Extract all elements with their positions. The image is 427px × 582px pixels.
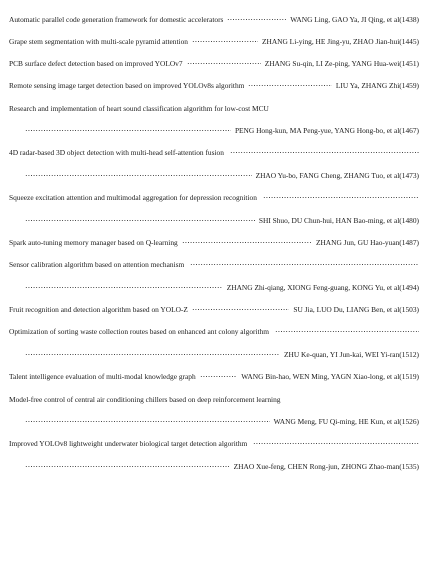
toc-entry <box>9 97 419 142</box>
dot-leader <box>25 175 252 176</box>
dot-leader <box>275 331 419 332</box>
dot-leader <box>230 152 419 153</box>
entry-title: Sensor calibration algorithm based on attention mechanism <box>9 260 185 270</box>
entry-title: Automatic parallel code generation framework for domestic accelerators <box>9 14 224 24</box>
entry-title: 4D radar-based 3D object detection with multi-head self-attention fusion <box>9 148 224 158</box>
entry-authors: SHI Shuo, DU Chun-hui, HAN Bao-ming, et al(1480) <box>258 215 419 225</box>
dot-leader <box>187 63 261 64</box>
entry-authors: LIU Ya, ZHANG Zhi(1459) <box>335 81 419 91</box>
entry-title: Talent intelligence evaluation of multi-modal knowledge graph <box>9 372 196 382</box>
entry-title: Squeeze excitation attention and multimodal aggregation for depression recognition <box>9 193 257 203</box>
dot-leader <box>182 242 312 243</box>
toc-entry <box>9 187 419 232</box>
toc-entry <box>9 8 419 30</box>
toc-entry <box>9 30 419 52</box>
dot-leader <box>25 287 223 288</box>
entry-title: Optimization of sorting waste collection routes based on enhanced ant colony algorithm <box>9 327 270 337</box>
entry-authors: ZHANG Zhi-qiang, XIONG Feng-guang, KONG Yu, et al(1494) <box>226 282 419 292</box>
entry-title: Fruit recognition and detection algorithm based on YOLO-Z <box>9 305 188 315</box>
dot-leader <box>200 376 238 377</box>
dot-leader <box>248 85 331 86</box>
entry-authors: ZHANG Su-qin, LI Ze-ping, YANG Hua-wei(1451) <box>264 58 419 68</box>
entry-authors: ZHANG Li-ying, HE Jing-yu, ZHAO Jian-hui(1445) <box>261 36 419 46</box>
toc-entry <box>9 433 419 478</box>
entry-authors: WANG Ling, GAO Ya, JI Qing, et al(1438) <box>290 14 419 24</box>
dot-leader <box>192 309 289 310</box>
dot-leader <box>25 354 280 355</box>
toc-entry <box>9 299 419 321</box>
entry-title: Model-free control of central air conditioning chillers based on deep reinforcement learning <box>9 394 281 404</box>
toc-entry <box>9 388 419 433</box>
toc-entry <box>9 321 419 366</box>
table-of-contents <box>9 8 419 478</box>
toc-entry <box>9 254 419 299</box>
dot-leader <box>25 130 231 131</box>
entry-title: Improved YOLOv8 lightweight underwater biological target detection algorithm <box>9 439 248 449</box>
toc-entry <box>9 366 419 388</box>
toc-entry <box>9 52 419 74</box>
entry-authors: WANG Bin-hao, WEN Ming, YAGN Xiao-long, et al(1519) <box>241 372 419 382</box>
entry-title: Remote sensing image target detection based on improved YOLOv8s algorithm <box>9 81 245 91</box>
dot-leader <box>253 443 419 444</box>
dot-leader <box>263 197 419 198</box>
dot-leader <box>25 421 270 422</box>
entry-authors: PENG Hong-kun, MA Peng-yue, YANG Hong-bo, et al(1467) <box>234 125 419 135</box>
entry-title: PCB surface defect detection based on improved YOLOv7 <box>9 58 183 68</box>
entry-title: Research and implementation of heart sound classification algorithm for low-cost MCU <box>9 103 269 113</box>
entry-title: Spark auto-tuning memory manager based on Q-learning <box>9 238 178 248</box>
toc-entry <box>9 231 419 253</box>
dot-leader <box>25 220 255 221</box>
toc-entry <box>9 142 419 187</box>
toc-entry <box>9 75 419 97</box>
dot-leader <box>190 264 419 265</box>
entry-authors: ZHAO Xue-feng, CHEN Rong-jun, ZHONG Zhao-man(1535) <box>233 461 419 471</box>
entry-authors: ZHU Ke-quan, YI Jun-kai, WEI Yi-ran(1512) <box>284 349 419 359</box>
dot-leader <box>25 466 230 467</box>
entry-authors: ZHANG Jun, GU Hao-yuan(1487) <box>315 238 419 248</box>
dot-leader <box>227 19 286 20</box>
entry-authors: SU Jia, LUO Du, LIANG Ben, et al(1503) <box>293 305 419 315</box>
entry-title: Grape stem segmentation with multi-scale pyramid attention <box>9 36 188 46</box>
entry-authors: ZHAO Yu-bo, FANG Cheng, ZHANG Tuo, et al(1473) <box>255 170 419 180</box>
dot-leader <box>192 41 258 42</box>
entry-authors: WANG Meng, FU Qi-ming, HE Kun, et al(1526) <box>273 416 419 426</box>
